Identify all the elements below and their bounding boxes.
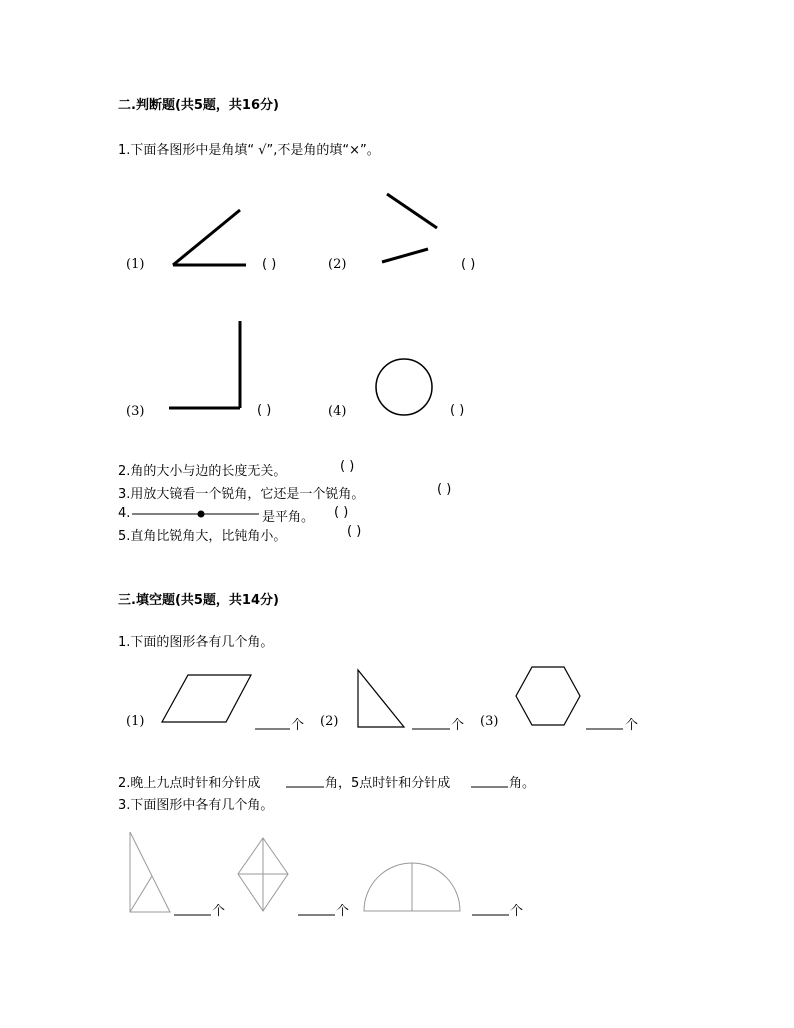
triangle-shape: [358, 670, 404, 727]
fig1-blank[interactable]: ( ): [262, 257, 277, 272]
s3-q1-label-2: (2): [320, 714, 339, 729]
s3-q1-label-3: (3): [480, 714, 499, 729]
fig2-blank[interactable]: ( ): [461, 257, 476, 272]
s3-q3-unit-2: 个: [336, 904, 350, 919]
q4-suffix: 是平角。: [262, 510, 315, 525]
q5-text: 5.直角比锐角大，比钝角小。: [118, 529, 287, 544]
semicircle-figure: [364, 863, 460, 911]
q4-prefix: 4.: [118, 506, 131, 521]
s3-q1-unit-1: 个: [291, 718, 305, 733]
s3-q3-text: 3.下面图形中各有几个角。: [118, 798, 274, 813]
s3-q3-unit-1: 个: [212, 904, 226, 919]
s3-q1-unit-3: 个: [625, 718, 639, 733]
tall-triangle-figure: [130, 832, 170, 912]
q1-text: 1.下面各图形中是角填“ √”,不是角的填“×”。: [118, 143, 380, 158]
fig2-label: (2): [328, 257, 347, 272]
kite-figure: [238, 838, 288, 911]
s3-q1-label-1: (1): [126, 714, 145, 729]
section3-title: 三.填空题(共5题，共14分): [118, 593, 279, 608]
fig3-label: (3): [126, 404, 145, 419]
s3-q2-part1: 2.晚上九点时针和分针成: [118, 776, 261, 791]
section2-title: 二.判断题(共5题，共16分): [118, 98, 279, 113]
q5-blank[interactable]: ( ): [347, 524, 362, 539]
fig1-label: (1): [126, 257, 145, 272]
hexagon-shape: [516, 667, 580, 725]
fig4-blank[interactable]: ( ): [450, 403, 465, 418]
s3-q2-part2: 角，5点时针和分针成: [325, 776, 451, 791]
s3-q3-unit-3: 个: [510, 904, 524, 919]
q3-text: 3.用放大镜看一个锐角，它还是一个锐角。: [118, 487, 365, 502]
q4-blank[interactable]: ( ): [334, 505, 349, 520]
s3-q1-unit-2: 个: [451, 718, 465, 733]
q3-blank[interactable]: ( ): [437, 482, 452, 497]
q2-text: 2.角的大小与边的长度无关。: [118, 464, 287, 479]
fig3-blank[interactable]: ( ): [257, 403, 272, 418]
fig4-label: (4): [328, 404, 347, 419]
q2-blank[interactable]: ( ): [340, 459, 355, 474]
s3-q2-part3: 角。: [509, 776, 536, 791]
s3-q1-text: 1.下面的图形各有几个角。: [118, 635, 274, 650]
parallelogram-shape: [162, 675, 251, 722]
